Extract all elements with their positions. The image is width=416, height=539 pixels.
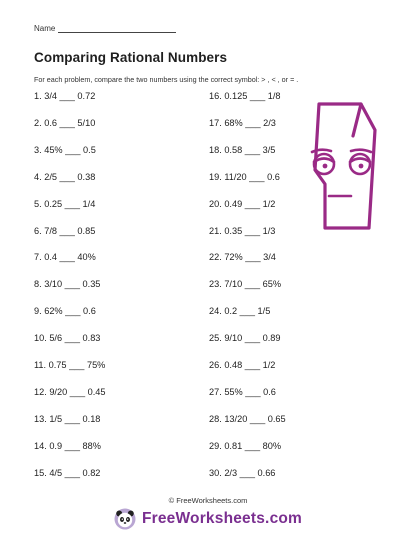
problem-item: 20. 0.49 ___ 1/2 [209, 198, 276, 209]
problem-item: 5. 0.25 ___ 1/4 [34, 198, 96, 209]
problem-item: 25. 9/10 ___ 0.89 [209, 333, 281, 344]
problem-item: 4. 2/5 ___ 0.38 [34, 171, 96, 182]
problem-item: 16. 0.125 ___ 1/8 [209, 91, 281, 101]
problem-item: 29. 0.81 ___ 80% [209, 440, 282, 451]
name-row [34, 24, 176, 33]
footer [0, 496, 416, 536]
problem-item: 13. 1/5 ___ 0.18 [34, 413, 101, 424]
cartoon-number-character-icon [305, 100, 387, 232]
problem-item: 30. 2/3 ___ 0.66 [209, 467, 276, 478]
problem-item: 7. 0.4 ___ 40% [34, 252, 96, 263]
problem-item: 8. 3/10 ___ 0.35 [34, 279, 101, 290]
brand-name: FreeWorksheets.com [141, 510, 303, 527]
problem-item: 6. 7/8 ___ 0.85 [34, 225, 96, 236]
problem-item: 15. 4/5 ___ 0.82 [34, 467, 101, 478]
problem-item: 19. 11/20 ___ 0.6 [209, 171, 280, 182]
problem-item: 26. 0.48 ___ 1/2 [209, 360, 276, 370]
problem-item: 18. 0.58 ___ 3/5 [209, 144, 276, 155]
problem-item: 3. 45% ___ 0.5 [34, 144, 96, 155]
problem-item: 21. 0.35 ___ 1/3 [209, 225, 276, 236]
problem-item: 9. 62% ___ 0.6 [34, 306, 96, 317]
problem-item: 27. 55% ___ 0.6 [209, 386, 276, 397]
problem-item: 23. 7/10 ___ 65% [209, 279, 282, 290]
problem-item: 12. 9/20 ___ 0.45 [34, 386, 106, 397]
copyright-text: © FreeWorksheets.com [168, 496, 248, 505]
name-label: Name [34, 24, 56, 33]
problem-item: 1. 3/4 ___ 0.72 [34, 91, 96, 101]
problem-item: 22. 72% ___ 3/4 [209, 252, 276, 263]
problem-item: 24. 0.2 ___ 1/5 [209, 306, 271, 317]
brand-row [0, 508, 416, 530]
problem-item: 11. 0.75 ___ 75% [34, 360, 106, 370]
name-line [58, 24, 176, 33]
instructions: For each problem, compare the two numbers using the correct symbol: > , < , or = . [34, 75, 299, 84]
problem-item: 28. 13/20 ___ 0.65 [209, 413, 286, 424]
problem-item: 17. 68% ___ 2/3 [209, 117, 276, 128]
problem-item: 10. 5/6 ___ 0.83 [34, 333, 101, 344]
panda-logo-icon [114, 508, 136, 530]
problem-item: 14. 0.9 ___ 88% [34, 440, 101, 451]
page-title: Comparing Rational Numbers [34, 50, 228, 65]
problem-item: 2. 0.6 ___ 5/10 [34, 117, 96, 128]
